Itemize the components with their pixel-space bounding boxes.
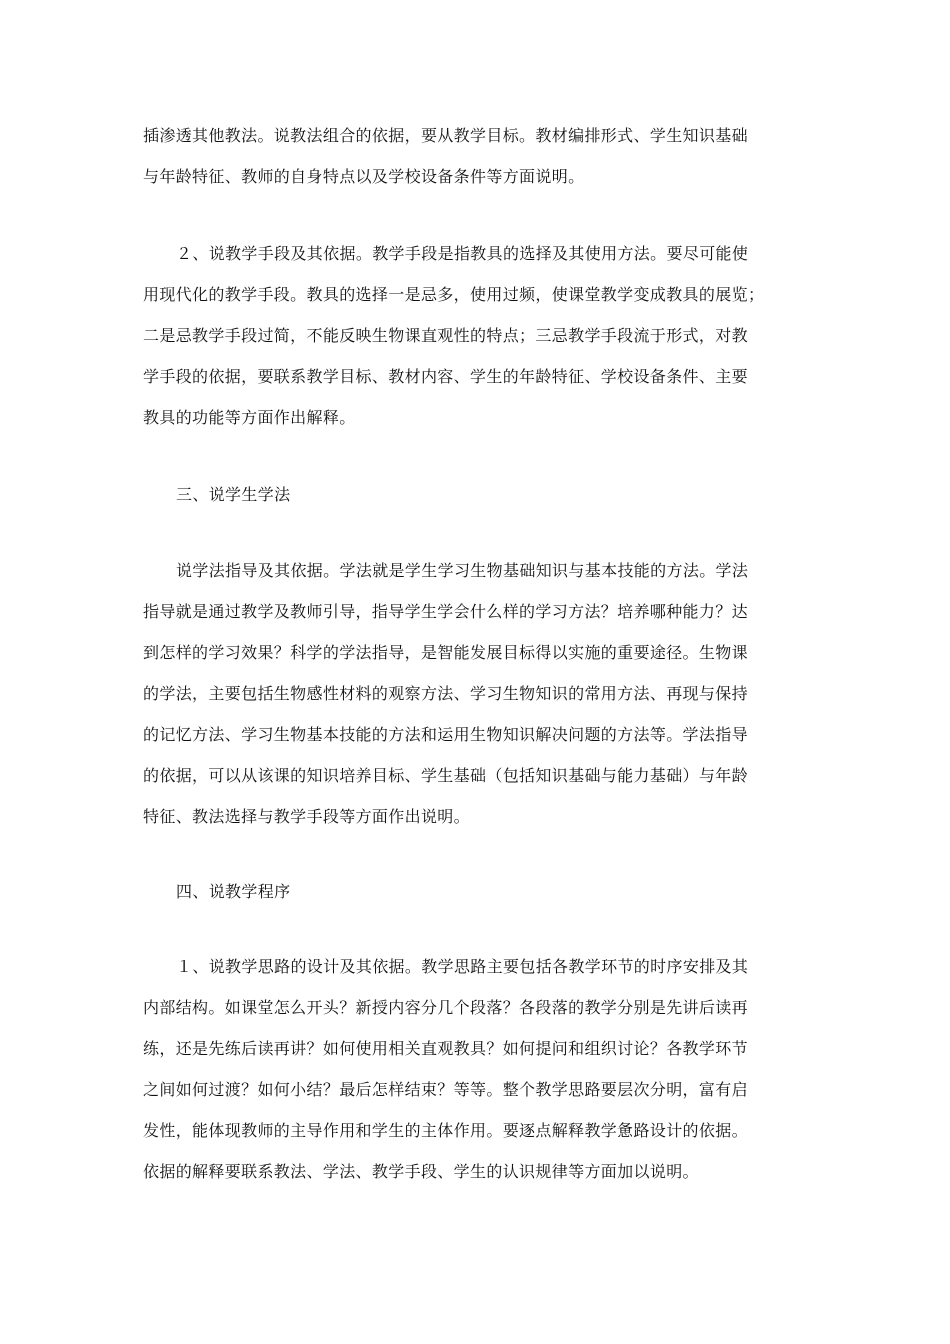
- teaching-means-line-5: 教具的功能等方面作出解释。: [143, 408, 356, 427]
- teaching-design-line-2: 内部结构。如课堂怎么开头？新授内容分几个段落？各段落的教学分别是先讲后读再: [143, 998, 748, 1017]
- learning-methods-line-1: 说学法指导及其依据。学法就是学生学习生物基础知识与基本技能的方法。学法: [176, 561, 749, 580]
- teaching-design-line-4: 之间如何过渡？如何小结？最后怎样结束？等等。整个教学思路要层次分明，富有启: [143, 1080, 748, 1099]
- learning-methods-line-7: 特征、教法选择与教学手段等方面作出说明。: [143, 807, 471, 826]
- learning-methods-line-2: 指导就是通过教学及教师引导，指导学生学会什么样的学习方法？培养哪种能力？达: [143, 602, 748, 621]
- teaching-means-line-3: 二是忌教学手段过简，不能反映生物课直观性的特点；三忌教学手段流于形式，对教: [143, 326, 748, 345]
- learning-methods-line-6: 的依据，可以从该课的知识培养目标、学生基础（包括知识基础与能力基础）与年龄: [143, 766, 748, 785]
- section-3-heading: 三、说学生学法: [176, 485, 291, 504]
- learning-methods-line-4: 的学法，主要包括生物感性材料的观察方法、学习生物知识的常用方法、再现与保持: [143, 684, 748, 703]
- teaching-design-line-6: 依据的解释要联系教法、学法、教学手段、学生的认识规律等方面加以说明。: [143, 1162, 699, 1181]
- teaching-means-line-4: 学手段的依据，要联系教学目标、教材内容、学生的年龄特征、学校设备条件、主要: [143, 367, 748, 386]
- intro-line-1: 插渗透其他教法。说教法组合的依据，要从教学目标。教材编排形式、学生知识基础: [143, 126, 748, 145]
- section-4-heading: 四、说教学程序: [176, 882, 291, 901]
- intro-line-2: 与年龄特征、教师的自身特点以及学校设备条件等方面说明。: [143, 167, 585, 186]
- teaching-design-line-3: 练，还是先练后读再讲？如何使用相关直观教具？如何提问和组织讨论？各教学环节: [143, 1039, 748, 1058]
- teaching-means-line-2: 用现代化的教学手段。教具的选择一是忌多，使用过频，使课堂教学变成教具的展览；: [143, 285, 765, 304]
- learning-methods-line-5: 的记忆方法、学习生物基本技能的方法和运用生物知识解决问题的方法等。学法指导: [143, 725, 748, 744]
- teaching-design-line-5: 发性，能体现教师的主导作用和学生的主体作用。要逐点解释教学惫路设计的依据。: [143, 1121, 748, 1140]
- learning-methods-line-3: 到怎样的学习效果？科学的学法指导，是智能发展目标得以实施的重要途径。生物课: [143, 643, 748, 662]
- teaching-means-line-1: ２、说教学手段及其依据。教学手段是指教具的选择及其使用方法。要尽可能使: [176, 244, 749, 263]
- teaching-design-line-1: １、说教学思路的设计及其依据。教学思路主要包括各教学环节的时序安排及其: [176, 957, 749, 976]
